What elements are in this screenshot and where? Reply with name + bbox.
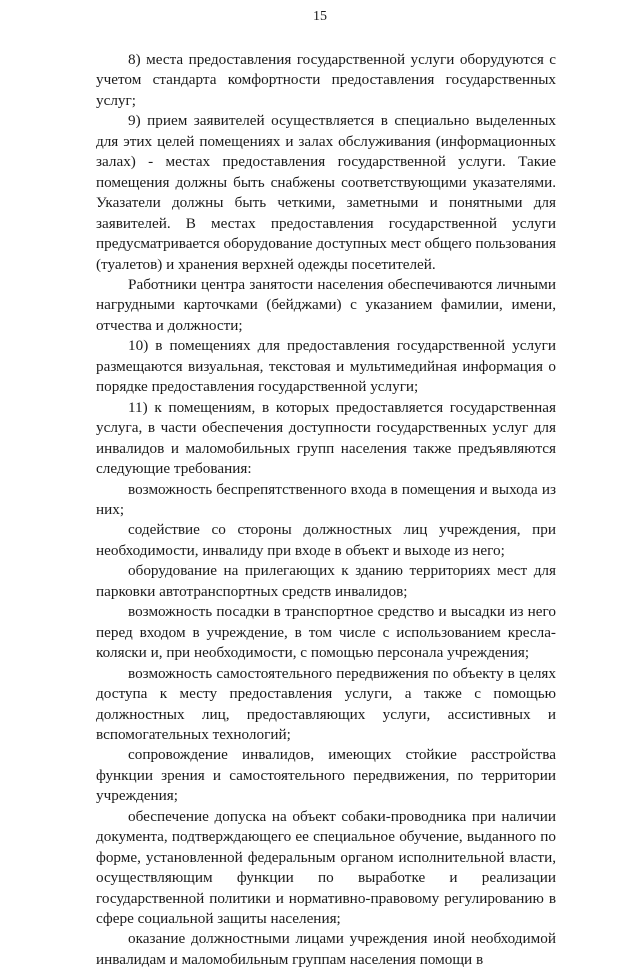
paragraph-staff-badges: Работники центра занятости населения обеспечиваются личными нагрудными карточками (бейджами) с указанием фамилии, имени, отчества и должности; [96, 275, 556, 334]
requirement-independent-movement: возможность самостоятельного передвижения по объекту в целях доступа к месту предоставления услуги, а также с помощью должностных лиц, предоставляющих услуги, ассистивных и вспомогательных технологий; [96, 664, 556, 743]
paragraph-item-11: 11) к помещениям, в которых предоставляется государственная услуга, в части обеспечения доступности государственных услуг для инвалидов и маломобильных групп населения также предъявляются следующие требования: [96, 398, 556, 478]
paragraph-item-9: 9) прием заявителей осуществляется в специально выделенных для этих целей помещениях и залах обслуживания (информационных залах) - местах предоставления государственной услуги. Такие помещения должны быть снабжены соответствующими указателями. Указатели должны быть четкими, заметными и понятными для заявителей. В местах предоставления государственной услуги предусматривается оборудование доступных мест общего пользования (туалетов) и хранения верхней одежды посетителей. [96, 112, 556, 273]
requirement-escort: сопровождение инвалидов, имеющих стойкие расстройства функции зрения и самостоятельного передвижения, по территории учреждения; [96, 746, 556, 805]
page-number: 15 [313, 9, 327, 24]
paragraph-item-10: 10) в помещениях для предоставления государственной услуги размещаются визуальная, текстовая и мультимедийная информация о порядке предоставления государственной услуги; [96, 337, 556, 396]
requirement-guide-dog: обеспечение допуска на объект собаки-проводника при наличии документа, подтверждающего ее специальное обучение, выданного по форме, установленной федеральным органом исполнительной власти, осуществляющим функции по выработке и реализации государственной политики и нормативно-правовому регулированию в сфере социальной защиты населения; [96, 807, 556, 928]
requirement-parking: оборудование на прилегающих к зданию территориях мест для парковки автотранспортных средств инвалидов; [96, 562, 556, 600]
requirement-staff-assistance: содействие со стороны должностных лиц учреждения, при необходимости, инвалиду при входе в объект и выходе из него; [96, 521, 556, 559]
paragraph-item-8: 8) места предоставления государственной услуги оборудуются с учетом стандарта комфортности предоставления государственных услуг; [96, 51, 556, 109]
requirement-transport-boarding: возможность посадки в транспортное средство и высадки из него перед входом в учреждение, в том числе с использованием кресла-коляски и, при необходимости, с помощью персонала учреждения; [96, 603, 556, 662]
requirement-free-entry: возможность беспрепятственного входа в помещения и выхода из них; [96, 480, 556, 518]
requirement-other-help: оказание должностными лицами учреждения иной необходимой инвалидам и маломобильным группам населения помощи в [96, 930, 556, 968]
document-body [96, 50, 556, 970]
